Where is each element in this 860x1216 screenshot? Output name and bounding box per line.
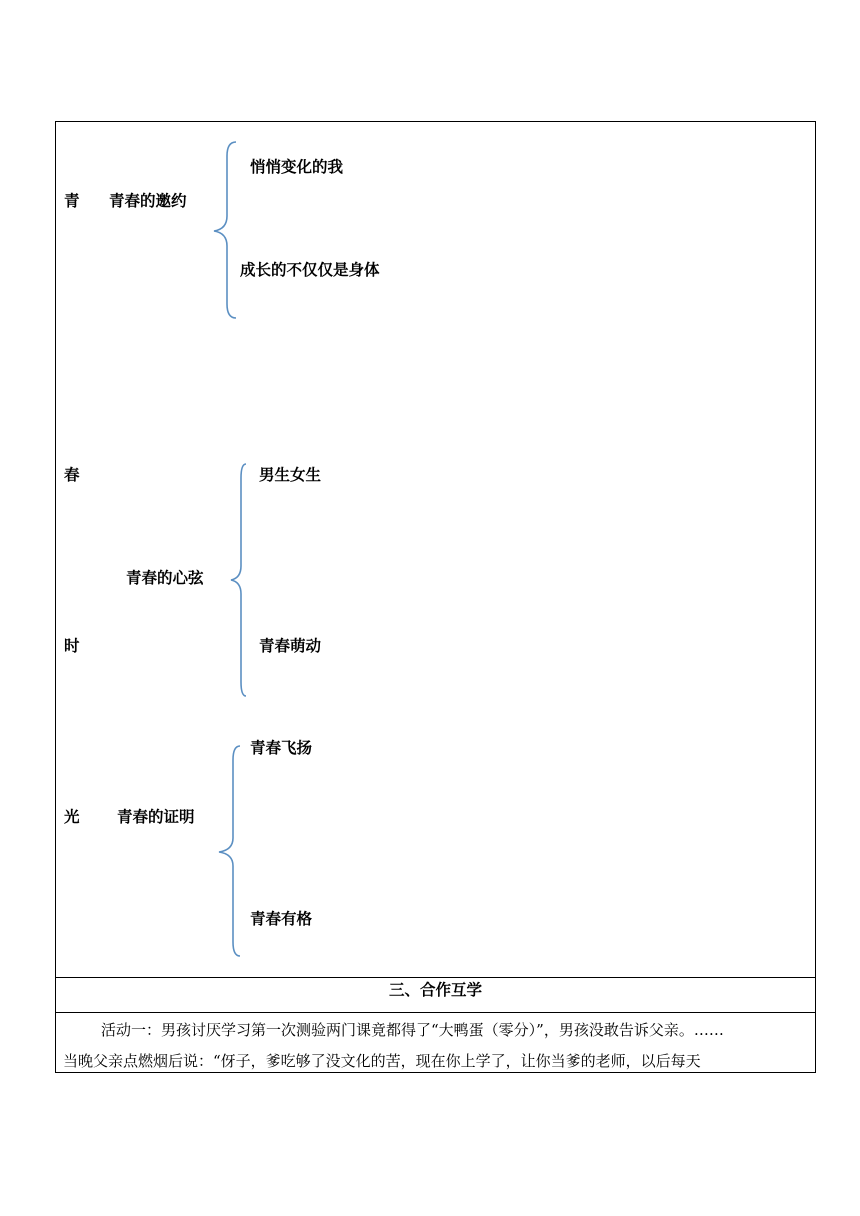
brace-2 (226, 462, 256, 698)
vertical-title-char-1: 青 (64, 192, 80, 210)
topic-1-item-1: 悄悄变化的我 (250, 158, 344, 176)
section-divider-bottom (55, 1012, 816, 1013)
topic-2-item-2: 青春萌动 (259, 637, 322, 655)
topic-3-item-1: 青春飞扬 (250, 739, 313, 757)
topic-3-item-2: 青春有格 (250, 910, 313, 928)
brace-3 (215, 744, 245, 958)
topic-3: 青春的证明 (117, 808, 195, 826)
vertical-title-char-3: 时 (64, 637, 80, 655)
outline-table-frame (55, 121, 816, 1073)
paragraph-line-1: 活动一：男孩讨厌学习第一次测验两门课竟都得了“大鸭蛋（零分）”，男孩没敢告诉父亲。…… (101, 1021, 724, 1039)
paragraph-line-2: 当晚父亲点燃烟后说：“伢子，爹吃够了没文化的苦，现在你上学了，让你当爹的老师，以后每天 (63, 1052, 701, 1070)
topic-1: 青春的邀约 (109, 192, 187, 210)
section-title: 三、合作互学 (388, 981, 482, 999)
topic-2-item-1: 男生女生 (259, 466, 322, 484)
vertical-title-char-4: 光 (64, 808, 80, 826)
brace-1 (210, 140, 240, 320)
topic-2: 青春的心弦 (126, 569, 204, 587)
topic-1-item-2: 成长的不仅仅是身体 (240, 261, 380, 279)
vertical-title-char-2: 春 (64, 466, 80, 484)
section-divider-top (55, 977, 816, 978)
